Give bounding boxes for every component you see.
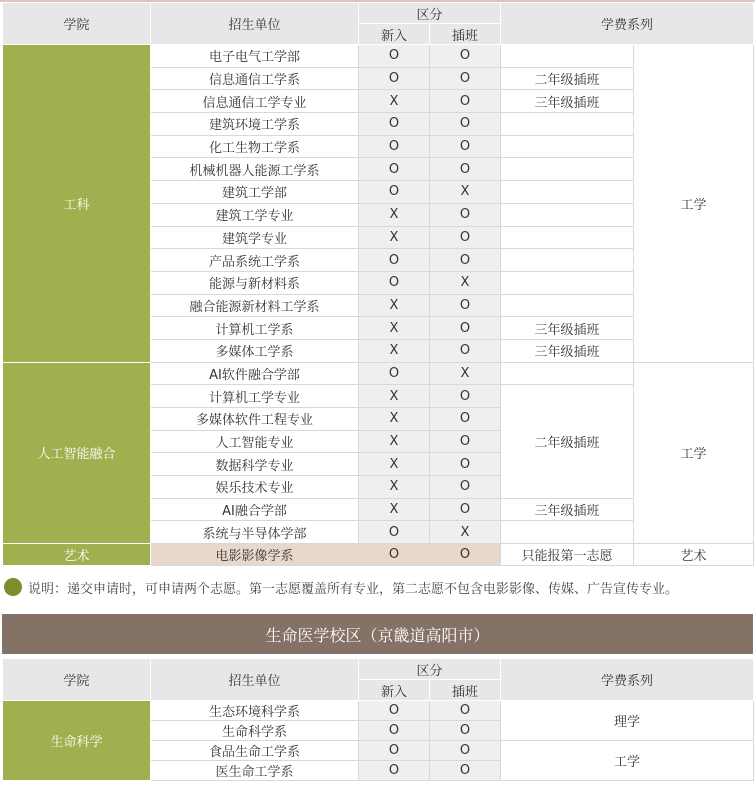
new-entry-mark: O [359, 521, 430, 544]
new-entry-mark: O [359, 113, 430, 136]
fee-note: 三年级插班 [501, 90, 634, 113]
fee-note [501, 249, 634, 272]
transfer-mark: O [430, 45, 501, 68]
header-division-2: 区分 [359, 659, 501, 680]
transfer-mark: O [430, 135, 501, 158]
unit-name: 机械机器人能源工学系 [151, 158, 359, 181]
series-art: 艺术 [634, 544, 754, 566]
new-entry-mark: X [359, 385, 430, 408]
new-entry-mark: O [359, 158, 430, 181]
transfer-mark: O [430, 226, 501, 249]
header-college-2: 学院 [3, 659, 151, 701]
new-entry-mark: O [359, 249, 430, 272]
unit-name: 计算机工学专业 [151, 385, 359, 408]
transfer-mark: X [430, 521, 501, 544]
fee-note: 只能报第一志愿 [501, 544, 634, 566]
unit-name: 食品生命工学系 [151, 741, 359, 761]
note-text: 说明：递交申请时，可申请两个志愿。第一志愿覆盖所有专业，第二志愿不包含电影影像、传媒、广告宣传专业。 [28, 581, 679, 597]
transfer-mark: O [430, 339, 501, 362]
new-entry-mark: O [359, 271, 430, 294]
new-entry-mark: O [359, 721, 430, 741]
bullet-dot-icon [4, 578, 22, 596]
new-entry-mark: X [359, 498, 430, 521]
fee-note [501, 158, 634, 181]
transfer-mark: X [430, 362, 501, 385]
unit-name: 人工智能专业 [151, 430, 359, 453]
new-entry-mark: O [359, 701, 430, 721]
unit-name: 娱乐技术专业 [151, 476, 359, 499]
header-new-entry-2: 新入 [359, 680, 430, 701]
transfer-mark: O [430, 294, 501, 317]
new-entry-mark: O [359, 362, 430, 385]
unit-name: AI软件融合学部 [151, 362, 359, 385]
unit-name: 能源与新材料系 [151, 271, 359, 294]
series-engineering-2: 工学 [501, 741, 754, 781]
unit-name: 电影影像学系 [151, 544, 359, 566]
unit-name: AI融合学部 [151, 498, 359, 521]
college-life-science: 生命科学 [3, 701, 151, 781]
transfer-mark: O [430, 498, 501, 521]
new-entry-mark: X [359, 317, 430, 340]
fee-note-empty [501, 521, 634, 544]
new-entry-mark: O [359, 544, 430, 566]
college-engineering: 工科 [3, 45, 151, 363]
unit-name: 生命科学系 [151, 721, 359, 741]
unit-name: 系统与半导体学部 [151, 521, 359, 544]
college-ai-convergence: 人工智能融合 [3, 362, 151, 544]
header-division: 区分 [359, 3, 501, 24]
transfer-mark: O [430, 430, 501, 453]
fee-note-merged: 二年级插班 [501, 385, 634, 498]
table-row [3, 362, 754, 385]
unit-name: 建筑工学部 [151, 181, 359, 204]
unit-name: 融合能源新材料工学系 [151, 294, 359, 317]
new-entry-mark: O [359, 67, 430, 90]
transfer-mark: O [430, 701, 501, 721]
unit-name: 信息通信工学专业 [151, 90, 359, 113]
table-row [3, 544, 754, 566]
new-entry-mark: X [359, 476, 430, 499]
header-unit-2: 招生单位 [151, 659, 359, 701]
new-entry-mark: X [359, 294, 430, 317]
new-entry-mark: O [359, 45, 430, 68]
new-entry-mark: O [359, 181, 430, 204]
new-entry-mark: X [359, 203, 430, 226]
unit-name: 计算机工学系 [151, 317, 359, 340]
unit-name: 信息通信工学系 [151, 67, 359, 90]
transfer-mark: O [430, 408, 501, 431]
unit-name: 产品系统工学系 [151, 249, 359, 272]
header-college: 学院 [3, 3, 151, 45]
new-entry-mark: O [359, 741, 430, 761]
header-new-entry: 新入 [359, 24, 430, 45]
new-entry-mark: X [359, 90, 430, 113]
transfer-mark: X [430, 181, 501, 204]
campus-title: 生命医学校区（京畿道高阳市） [2, 614, 753, 654]
unit-name: 化工生物工学系 [151, 135, 359, 158]
fee-note [501, 203, 634, 226]
transfer-mark: O [430, 317, 501, 340]
unit-name: 建筑学专业 [151, 226, 359, 249]
fee-note: 三年级插班 [501, 339, 634, 362]
header-fee-series-2: 学费系列 [501, 659, 754, 701]
transfer-mark: O [430, 721, 501, 741]
transfer-mark: O [430, 90, 501, 113]
unit-name: 建筑环境工学系 [151, 113, 359, 136]
unit-name: 医生命工学系 [151, 761, 359, 781]
fee-note-empty [501, 362, 634, 385]
header-transfer: 插班 [430, 24, 501, 45]
fee-note: 三年级插班 [501, 498, 634, 521]
fee-note: 二年级插班 [501, 67, 634, 90]
fee-note [501, 271, 634, 294]
table-row [3, 701, 754, 721]
fee-note [501, 226, 634, 249]
life-science-campus-table [2, 658, 754, 781]
fee-note [501, 113, 634, 136]
transfer-mark: O [430, 203, 501, 226]
series-science: 理学 [501, 701, 754, 741]
fee-note [501, 135, 634, 158]
transfer-mark: O [430, 158, 501, 181]
transfer-mark: O [430, 741, 501, 761]
unit-name: 建筑工学专业 [151, 203, 359, 226]
new-entry-mark: O [359, 135, 430, 158]
header-unit: 招生单位 [151, 3, 359, 45]
new-entry-mark: X [359, 408, 430, 431]
unit-name: 多媒体工学系 [151, 339, 359, 362]
transfer-mark: O [430, 544, 501, 566]
new-entry-mark: O [359, 761, 430, 781]
new-entry-mark: X [359, 430, 430, 453]
college-art: 艺术 [3, 544, 151, 566]
table-row [3, 45, 754, 68]
transfer-mark: O [430, 385, 501, 408]
header-transfer-2: 插班 [430, 680, 501, 701]
unit-name: 生态环境科学系 [151, 701, 359, 721]
header-fee-series: 学费系列 [501, 3, 754, 45]
engineering-campus-table [2, 2, 754, 566]
transfer-mark: O [430, 476, 501, 499]
transfer-mark: O [430, 453, 501, 476]
new-entry-mark: X [359, 453, 430, 476]
new-entry-mark: X [359, 226, 430, 249]
transfer-mark: O [430, 113, 501, 136]
unit-name: 数据科学专业 [151, 453, 359, 476]
unit-name: 电子电气工学部 [151, 45, 359, 68]
new-entry-mark: X [359, 339, 430, 362]
note-row [0, 566, 755, 608]
transfer-mark: X [430, 271, 501, 294]
fee-note [501, 45, 634, 68]
fee-note [501, 294, 634, 317]
fee-note: 三年级插班 [501, 317, 634, 340]
series-engineering: 工学 [634, 45, 754, 363]
series-ai: 工学 [634, 362, 754, 544]
transfer-mark: O [430, 761, 501, 781]
transfer-mark: O [430, 67, 501, 90]
unit-name: 多媒体软件工程专业 [151, 408, 359, 431]
transfer-mark: O [430, 249, 501, 272]
fee-note [501, 181, 634, 204]
